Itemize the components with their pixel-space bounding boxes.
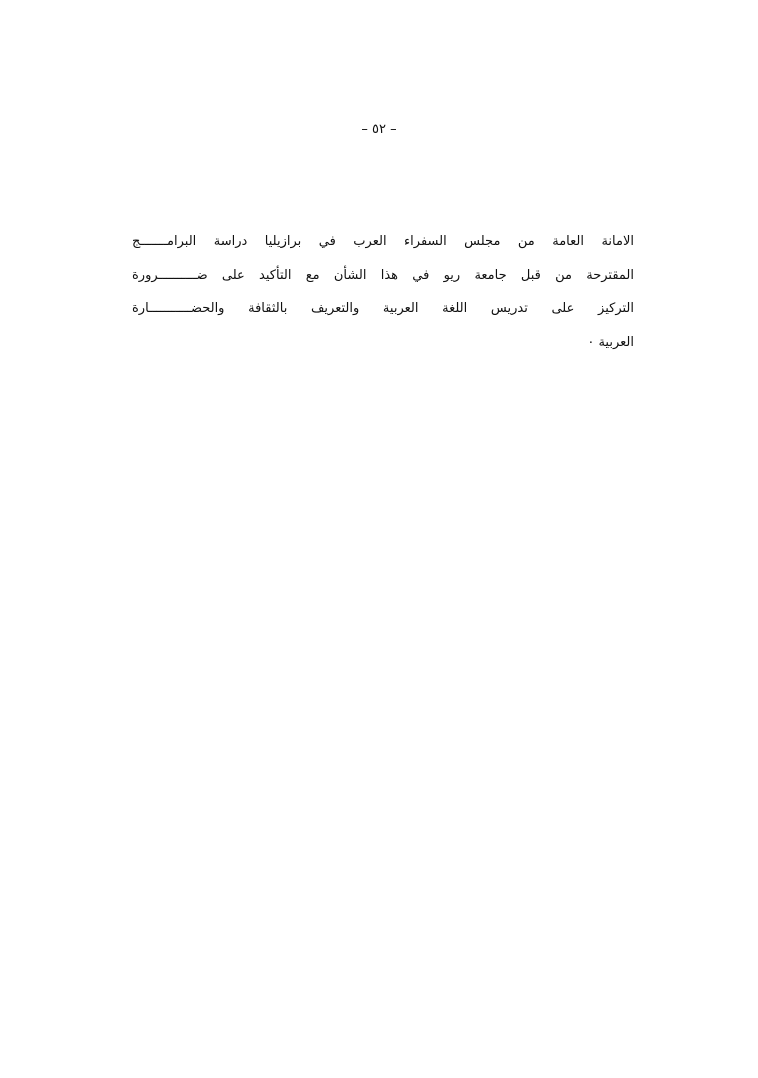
body-paragraph [132,225,634,359]
paragraph-line-1: الامانة العامة من مجلس السفراء العرب في برازيليا دراسة البرامـــــــج [132,234,634,249]
page-number: – ٥٢ – [361,122,397,137]
paragraph-line-3: التركيز على تدريس اللغة العربية والتعريف بالثقافة والحضـــــــــــارة [132,301,634,316]
paragraph-line-4: العربية ٠ [587,334,634,350]
paragraph-line-2: المقترحة من قبل جامعة ريو في هذا الشأن مع التأكيد على ضــــــــــرورة [132,267,634,283]
